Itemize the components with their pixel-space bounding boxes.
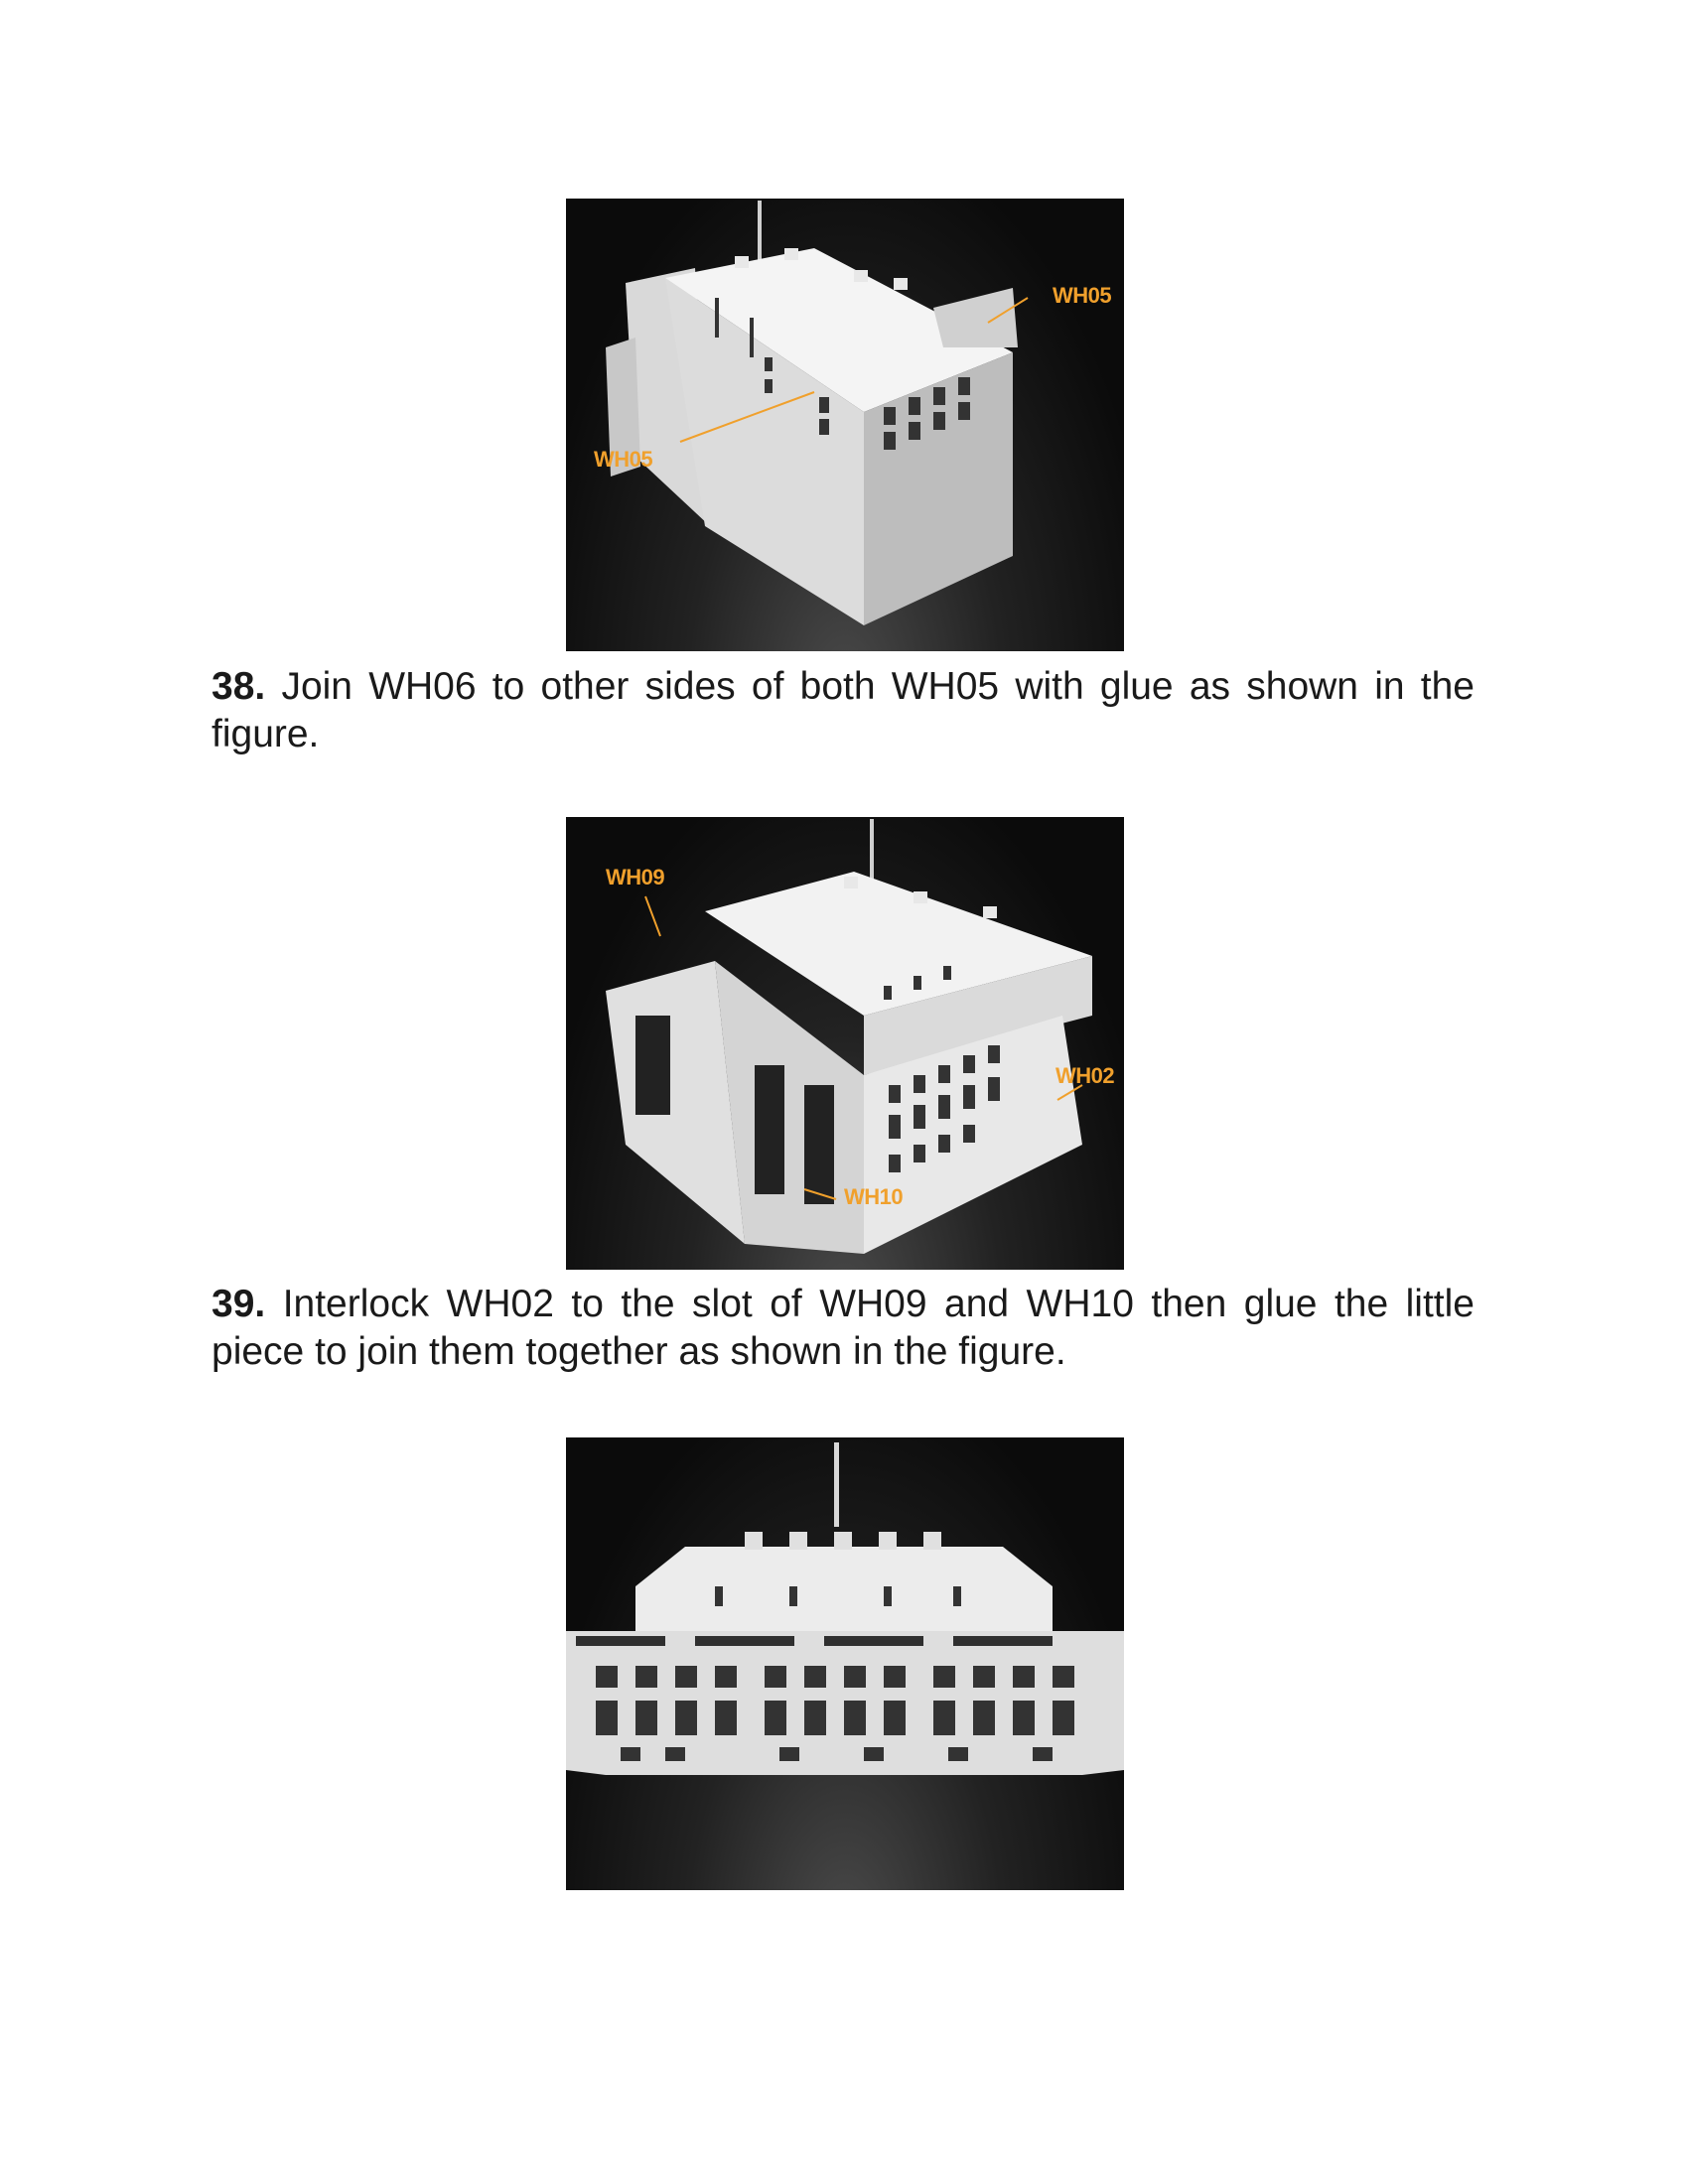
callout-label: WH09: [606, 865, 665, 889]
figure-2-photo: [566, 817, 1124, 1270]
callout-label: WH10: [844, 1184, 904, 1209]
step-38: [211, 663, 1475, 758]
callout-label: WH02: [1055, 1063, 1115, 1088]
step-text: Interlock WH02 to the slot of WH09 and WH10 then glue the little piece to join them together as shown in the figure.: [211, 1283, 1475, 1373]
figure-3-photo: [566, 1437, 1124, 1890]
callout-label: WH05: [1053, 283, 1112, 308]
step-number: 38.: [211, 665, 266, 708]
step-text: Join WH06 to other sides of both WH05 with glue as shown in the figure.: [211, 665, 1475, 755]
step-39: [211, 1281, 1475, 1376]
step-number: 39.: [211, 1283, 266, 1325]
callout-label: WH05: [594, 447, 653, 472]
figure-1-photo: [566, 199, 1124, 651]
